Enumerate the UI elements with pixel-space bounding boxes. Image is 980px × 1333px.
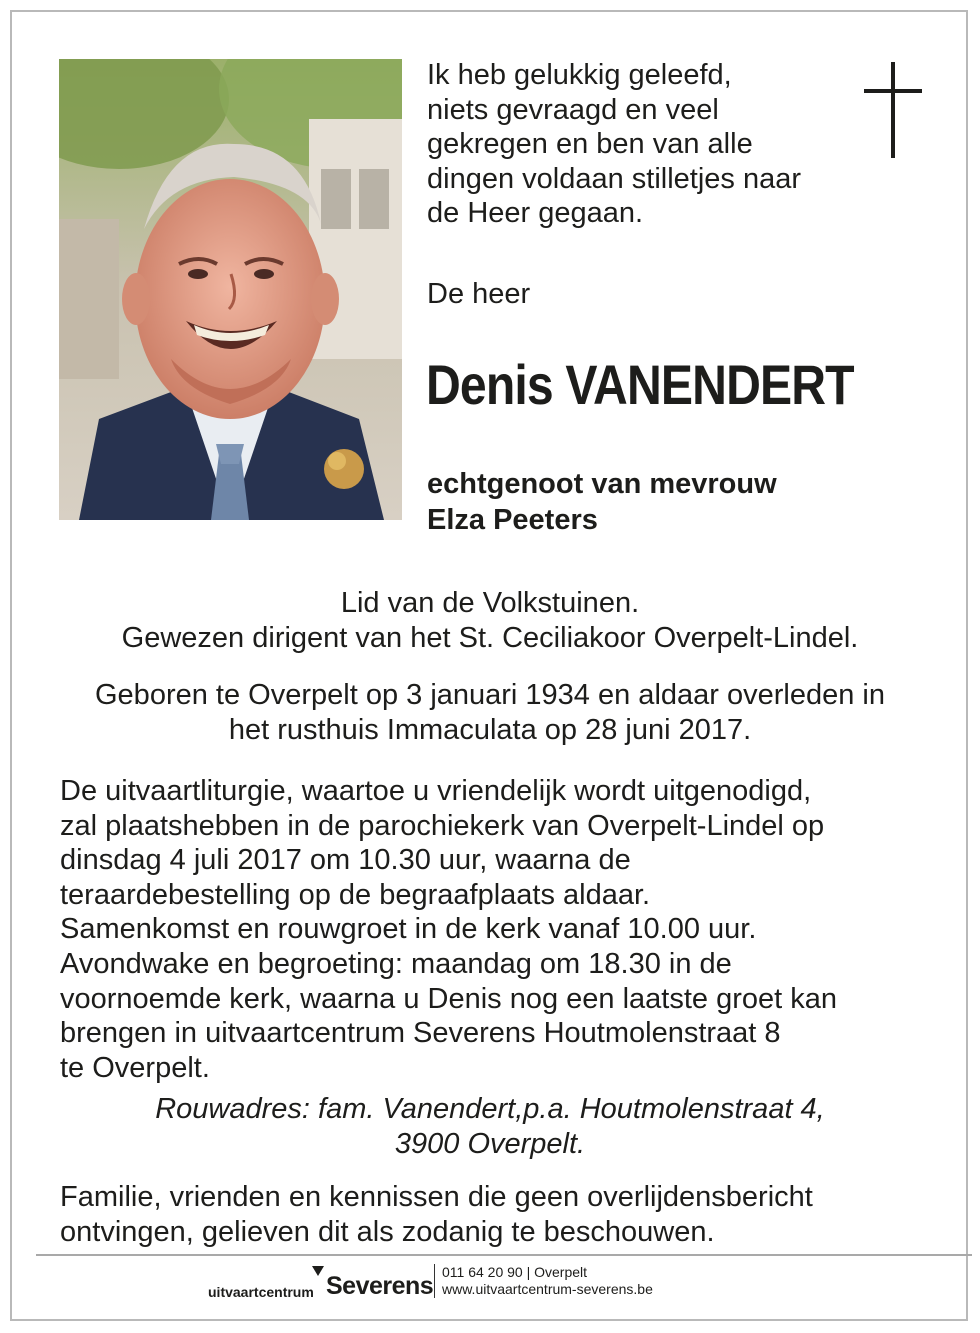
funeral-info [60, 774, 837, 1085]
funeral-line: Avondwake en begroeting: maandag om 18.30 in de [60, 947, 732, 980]
deceased-name: Denis VANENDERT [426, 353, 854, 416]
triangle-icon [312, 1263, 324, 1281]
website-link[interactable]: www.uitvaartcentrum-severens.be [442, 1281, 653, 1297]
spouse-relation: echtgenoot van mevrouw [427, 468, 777, 500]
poem [427, 58, 801, 231]
funeral-line: zal plaatshebben in de parochiekerk van Overpelt-Lindel op [60, 809, 825, 842]
poem-line: Ik heb gelukkig geleefd, [427, 59, 732, 91]
funeral-line: teraardebestelling op de begraafplaats aldaar. [60, 878, 651, 911]
funeral-line: voornoemde kerk, waarna u Denis nog een laatste groet kan [60, 982, 838, 1015]
spouse-info [427, 466, 777, 538]
membership [40, 586, 940, 656]
address-line: Rouwadres: fam. Vanendert,p.a. Houtmolenstraat 4, [155, 1093, 825, 1125]
mourning-address [40, 1092, 940, 1162]
funeral-line: Samenkomst en rouwgroet in de kerk vanaf 10.00 uur. [60, 913, 757, 946]
contact-info [442, 1264, 653, 1298]
birth-death-line: het rusthuis Immaculata op 28 juni 2017. [228, 714, 752, 746]
brand-prefix: uitvaartcentrum [208, 1284, 314, 1300]
poem-line: dingen voldaan stilletjes naar [427, 162, 802, 195]
membership-line: Lid van de Volkstuinen. [340, 587, 640, 619]
footer-divider [36, 1254, 972, 1256]
membership-line: Gewezen dirigent van het St. Ceciliakoor Overpelt-Lindel. [121, 622, 859, 654]
funeral-line: dinsdag 4 juli 2017 om 10.30 uur, waarna de [60, 844, 631, 877]
notice-line: ontvingen, gelieven dit als zodanig te beschouwen. [60, 1215, 715, 1248]
notice-line: Familie, vrienden en kennissen die geen overlijdensbericht [60, 1181, 813, 1213]
funeral-line: te Overpelt. [60, 1051, 210, 1084]
brand-name: Severens [326, 1272, 434, 1300]
portrait-photo [59, 59, 402, 520]
poem-line: niets gevraagd en veel [427, 93, 719, 126]
poem-line: de Heer gegaan. [427, 197, 644, 229]
honorific: De heer [427, 278, 531, 310]
cross-icon [862, 62, 924, 165]
birth-death-line: Geboren te Overpelt op 3 januari 1934 en aldaar overleden in [95, 679, 885, 711]
phone-line: 011 64 20 90 | Overpelt [442, 1264, 588, 1280]
funeral-line: brengen in uitvaartcentrum Severens Houtmolenstraat 8 [60, 1017, 781, 1050]
brand-separator [434, 1264, 435, 1298]
notice [60, 1180, 813, 1249]
funeral-line: De uitvaartliturgie, waartoe u vriendelijk wordt uitgenodigd, [60, 775, 812, 807]
address-line: 3900 Overpelt. [394, 1128, 586, 1160]
spouse-name: Elza Peeters [427, 504, 598, 536]
poem-line: gekregen en ben van alle [427, 128, 753, 160]
birth-death [40, 678, 940, 748]
